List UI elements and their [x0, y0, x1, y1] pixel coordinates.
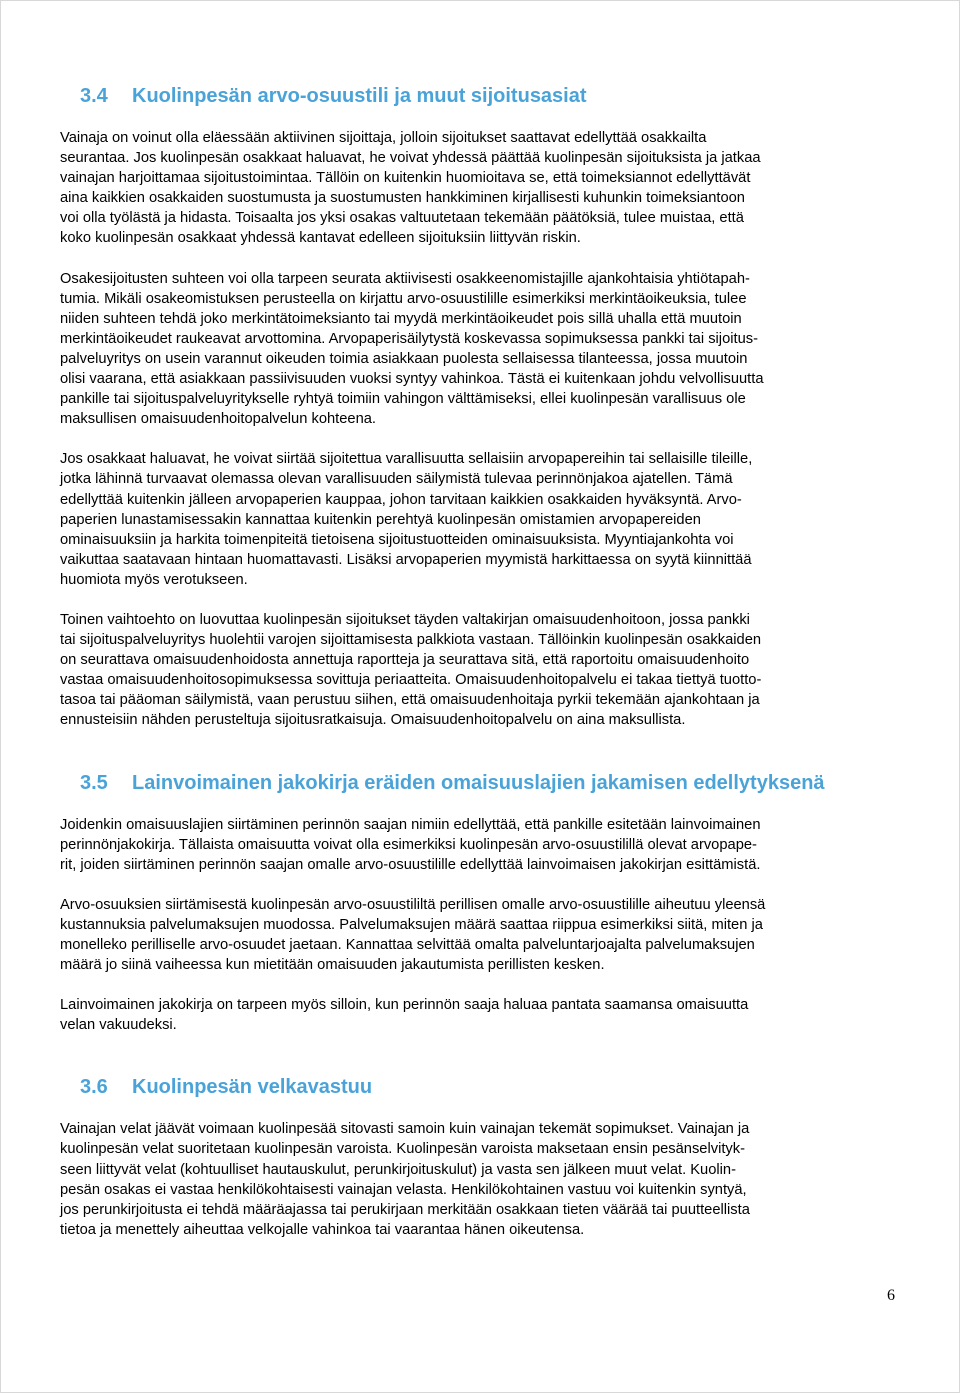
text-line: aina kaikkien osakkaiden suostumusta ja suostumusten hankkiminen kirjallisesti kuhunkin toimeksiantoon [60, 190, 745, 207]
text-line: olisi vaarana, että asiakkaan passiivisuuden vuoksi syntyy vahinkoa. Tästä ei kuitenkaan johdu velvollisuutta [60, 371, 764, 388]
section-heading-3-4 [80, 84, 902, 108]
text-line: Vainaja on voinut olla eläessään aktiivinen sijoittaja, jolloin sijoitukset saattavat edellyttää osakkailta [60, 130, 707, 146]
paragraph [60, 128, 902, 249]
text-line: vaikuttaa saatavaan hintaan huomattavasti. Lisäksi arvopaperien myymistä harkittaessa on syytä kiinnittää [60, 551, 752, 568]
text-line: jos perunkirjoitusta ei tehdä määräajassa tai perukirjaan merkitään osakkaan tieten väärää tai puutteellista [60, 1201, 750, 1218]
text-line: määrä jo siinä vaiheessa kun mietitään omaisuuden jakautumista perillisten kesken. [60, 957, 605, 974]
text-line: tietoa ja menettely aiheuttaa velkojalle vahinkoa tai vaarantaa hänen oikeutensa. [60, 1221, 585, 1238]
text-line: jotka lähinnä turvaavat olemassa olevan varallisuuden säilymistä tulevaa perinnönjakoa ajatellen. Tämä [60, 471, 733, 488]
text-line: velan vakuudeksi. [60, 1017, 177, 1034]
text-line: ennusteisiin nähden perusteltuja sijoitusratkaisuja. Omaisuudenhoitopalvelu on aina maksullista. [60, 712, 686, 729]
paragraph [60, 895, 902, 975]
text-line: tumia. Mikäli osakeomistuksen perusteella on kirjattu arvo-osuustilille esimerkiksi merkintäoikeuksia, tulee [60, 290, 747, 307]
text-line: pesän osakas ei vastaa henkilökohtaisesti vainajan velasta. Henkilökohtainen vastuu voi kuitenkin syntyä, [60, 1181, 747, 1198]
text-line: Lainvoimainen jakokirja on tarpeen myös silloin, kun perinnön saaja haluaa pantata saamansa omaisuutta [60, 997, 749, 1014]
text-line: voi olla työlästä ja hidasta. Toisaalta jos yksi osakas valtuutetaan tekemään päätöksiä, tulee muistaa, että [60, 210, 744, 227]
paragraph [60, 269, 902, 430]
text-line: koko kuolinpesän osakkaat yhdessä kantavat edelleen sijoituksiin liittyvän riskin. [60, 230, 581, 247]
text-line: Arvo-osuuksien siirtämisestä kuolinpesän arvo-osuustililtä perillisen omalle arvo-osuustilille aiheutuu yleensä [60, 896, 766, 913]
section-title: Lainvoimainen jakokirja eräiden omaisuuslajien jakamisen edellytyksenä [132, 771, 825, 794]
section-heading-3-5 [80, 771, 902, 795]
text-line: vainajan harjoittamaa sijoitustoimintaa. Tällöin on kuitenkin huomioitava se, että toimeksiannot edellyttävät [60, 170, 751, 187]
paragraph [60, 995, 902, 1035]
text-line: monelleko perilliselle arvo-osuudet jaetaan. Kannattaa selvittää omalta palveluntarjoajalta palvelumaksujen [60, 937, 755, 953]
section-number: 3.4 [80, 85, 108, 107]
text-line: perinnönjakokirja. Tällaista omaisuutta voivat olla esimerkiksi kuolinpesän arvo-osuustilillä olevat arvopape- [60, 836, 757, 853]
text-line: merkintäoikeudet raukeavat arvottomina. Arvopaperisäilytystä koskevassa sopimuksessa pankki tai sijoitus- [60, 330, 758, 347]
text-line: seurantaa. Jos kuolinpesän osakkaat haluavat, he voivat yhdessä päättää kuolinpesän sijoituksista ja jatkaa [60, 150, 761, 167]
text-line: Vainajan velat jäävät voimaan kuolinpesää sitovasti samoin kuin vainajan tekemät sopimukset. Vainajan ja [60, 1121, 750, 1138]
document-body [60, 84, 902, 1260]
section-title: Kuolinpesän velkavastuu [132, 1076, 373, 1099]
paragraph [60, 449, 902, 590]
text-line: niiden suhteen tehdä joko merkintätoimeksianto tai myydä merkintäoikeudet pois sillä uhalla että muutoin [60, 310, 742, 327]
text-line: paperien lunastamisessakin kannattaa kuitenkin perehtyä kuolinpesän omistamien arvopapereiden [60, 511, 701, 528]
section-title: Kuolinpesän arvo-osuustili ja muut sijoitusasiat [132, 85, 587, 107]
text-line: Jos osakkaat haluavat, he voivat siirtää sijoitettua varallisuutta sellaisiin arvopapereihin tai sellaisille tileille, [60, 451, 753, 468]
text-line: kustannuksia palvelumaksujen muodossa. Palvelumaksujen määrä saattaa riippua esimerkiksi siitä, miten ja [60, 916, 763, 933]
text-line: pankille tai sijoituspalveluyritykselle ryhtyä toimiin vahingon välttämiseksi, ellei kuolinpesän varallisuus ole [60, 391, 746, 408]
section-number: 3.5 [80, 771, 108, 794]
page-number: 6 [887, 1287, 895, 1304]
text-line: huomiota myös verotukseen. [60, 571, 248, 588]
text-line: edellyttää kuitenkin jälleen arvopaperien kauppaa, johon tarvitaan kaikkien osakkaiden hyväksyntä. Arvo- [60, 491, 742, 508]
section-heading-3-6 [80, 1075, 902, 1099]
text-line: tai sijoituspalveluyritys huolehtii varojen sijoittamisesta palkkiota vastaan. Tällöinkin kuolinpesän osakkaiden [60, 632, 762, 649]
text-line: maksullisen omaisuudenhoitopalvelun kohteena. [60, 411, 376, 428]
text-line: palveluyritys on usein varannut oikeuden toimia asiakkaan puolesta sellaisessa tilanteessa, jossa muutoin [60, 350, 748, 367]
text-line: Joidenkin omaisuuslajien siirtäminen perinnön saajan nimiin edellyttää, että pankille esitetään lainvoimainen [60, 816, 761, 833]
text-line: rit, joiden siirtäminen perinnön saajan omalle arvo-osuustilille edellyttää lainvoimaisen jakokirjan esittämistä. [60, 856, 761, 873]
text-line: ominaisuuksiin ja harkita toimenpiteitä tietoisena sijoitustuotteiden ominaisuuksista. Myyntiajankohta voi [60, 531, 734, 548]
paragraph [60, 610, 902, 731]
section-number: 3.6 [80, 1076, 108, 1099]
paragraph [60, 1119, 902, 1240]
text-line: kuolinpesän velat suoritetaan kuolinpesän varoista. Kuolinpesän varoista maksetaan ensin pesänselvityk- [60, 1141, 746, 1158]
text-line: tasoa tai pääoman säilymistä, vaan perustuu siihen, että omaisuudenhoitaja pyrkii tekemään ajankohtaan ja [60, 692, 760, 709]
text-line: on seurattava omaisuudenhoidosta annettuja raportteja ja seurattava sitä, että raportoitu omaisuudenhoito [60, 652, 750, 669]
text-line: seen liittyvät velat (kohtuulliset hautauskulut, perunkirjoituskulut) ja vasta sen jälkeen muut velat. Kuolin- [60, 1161, 736, 1178]
paragraph [60, 815, 902, 875]
text-line: vastaa omaisuudenhoitosopimuksessa sovittuja periaatteita. Omaisuudenhoitopalvelu ei takaa tiettyä tuotto- [60, 672, 762, 689]
text-line: Osakesijoitusten suhteen voi olla tarpeen seurata aktiivisesti osakkeenomistajille ajankohtaisia yhtiötapah- [60, 270, 750, 287]
text-line: Toinen vaihtoehto on luovuttaa kuolinpesän sijoitukset täyden valtakirjan omaisuudenhoitoon, jossa pankki [60, 611, 750, 628]
